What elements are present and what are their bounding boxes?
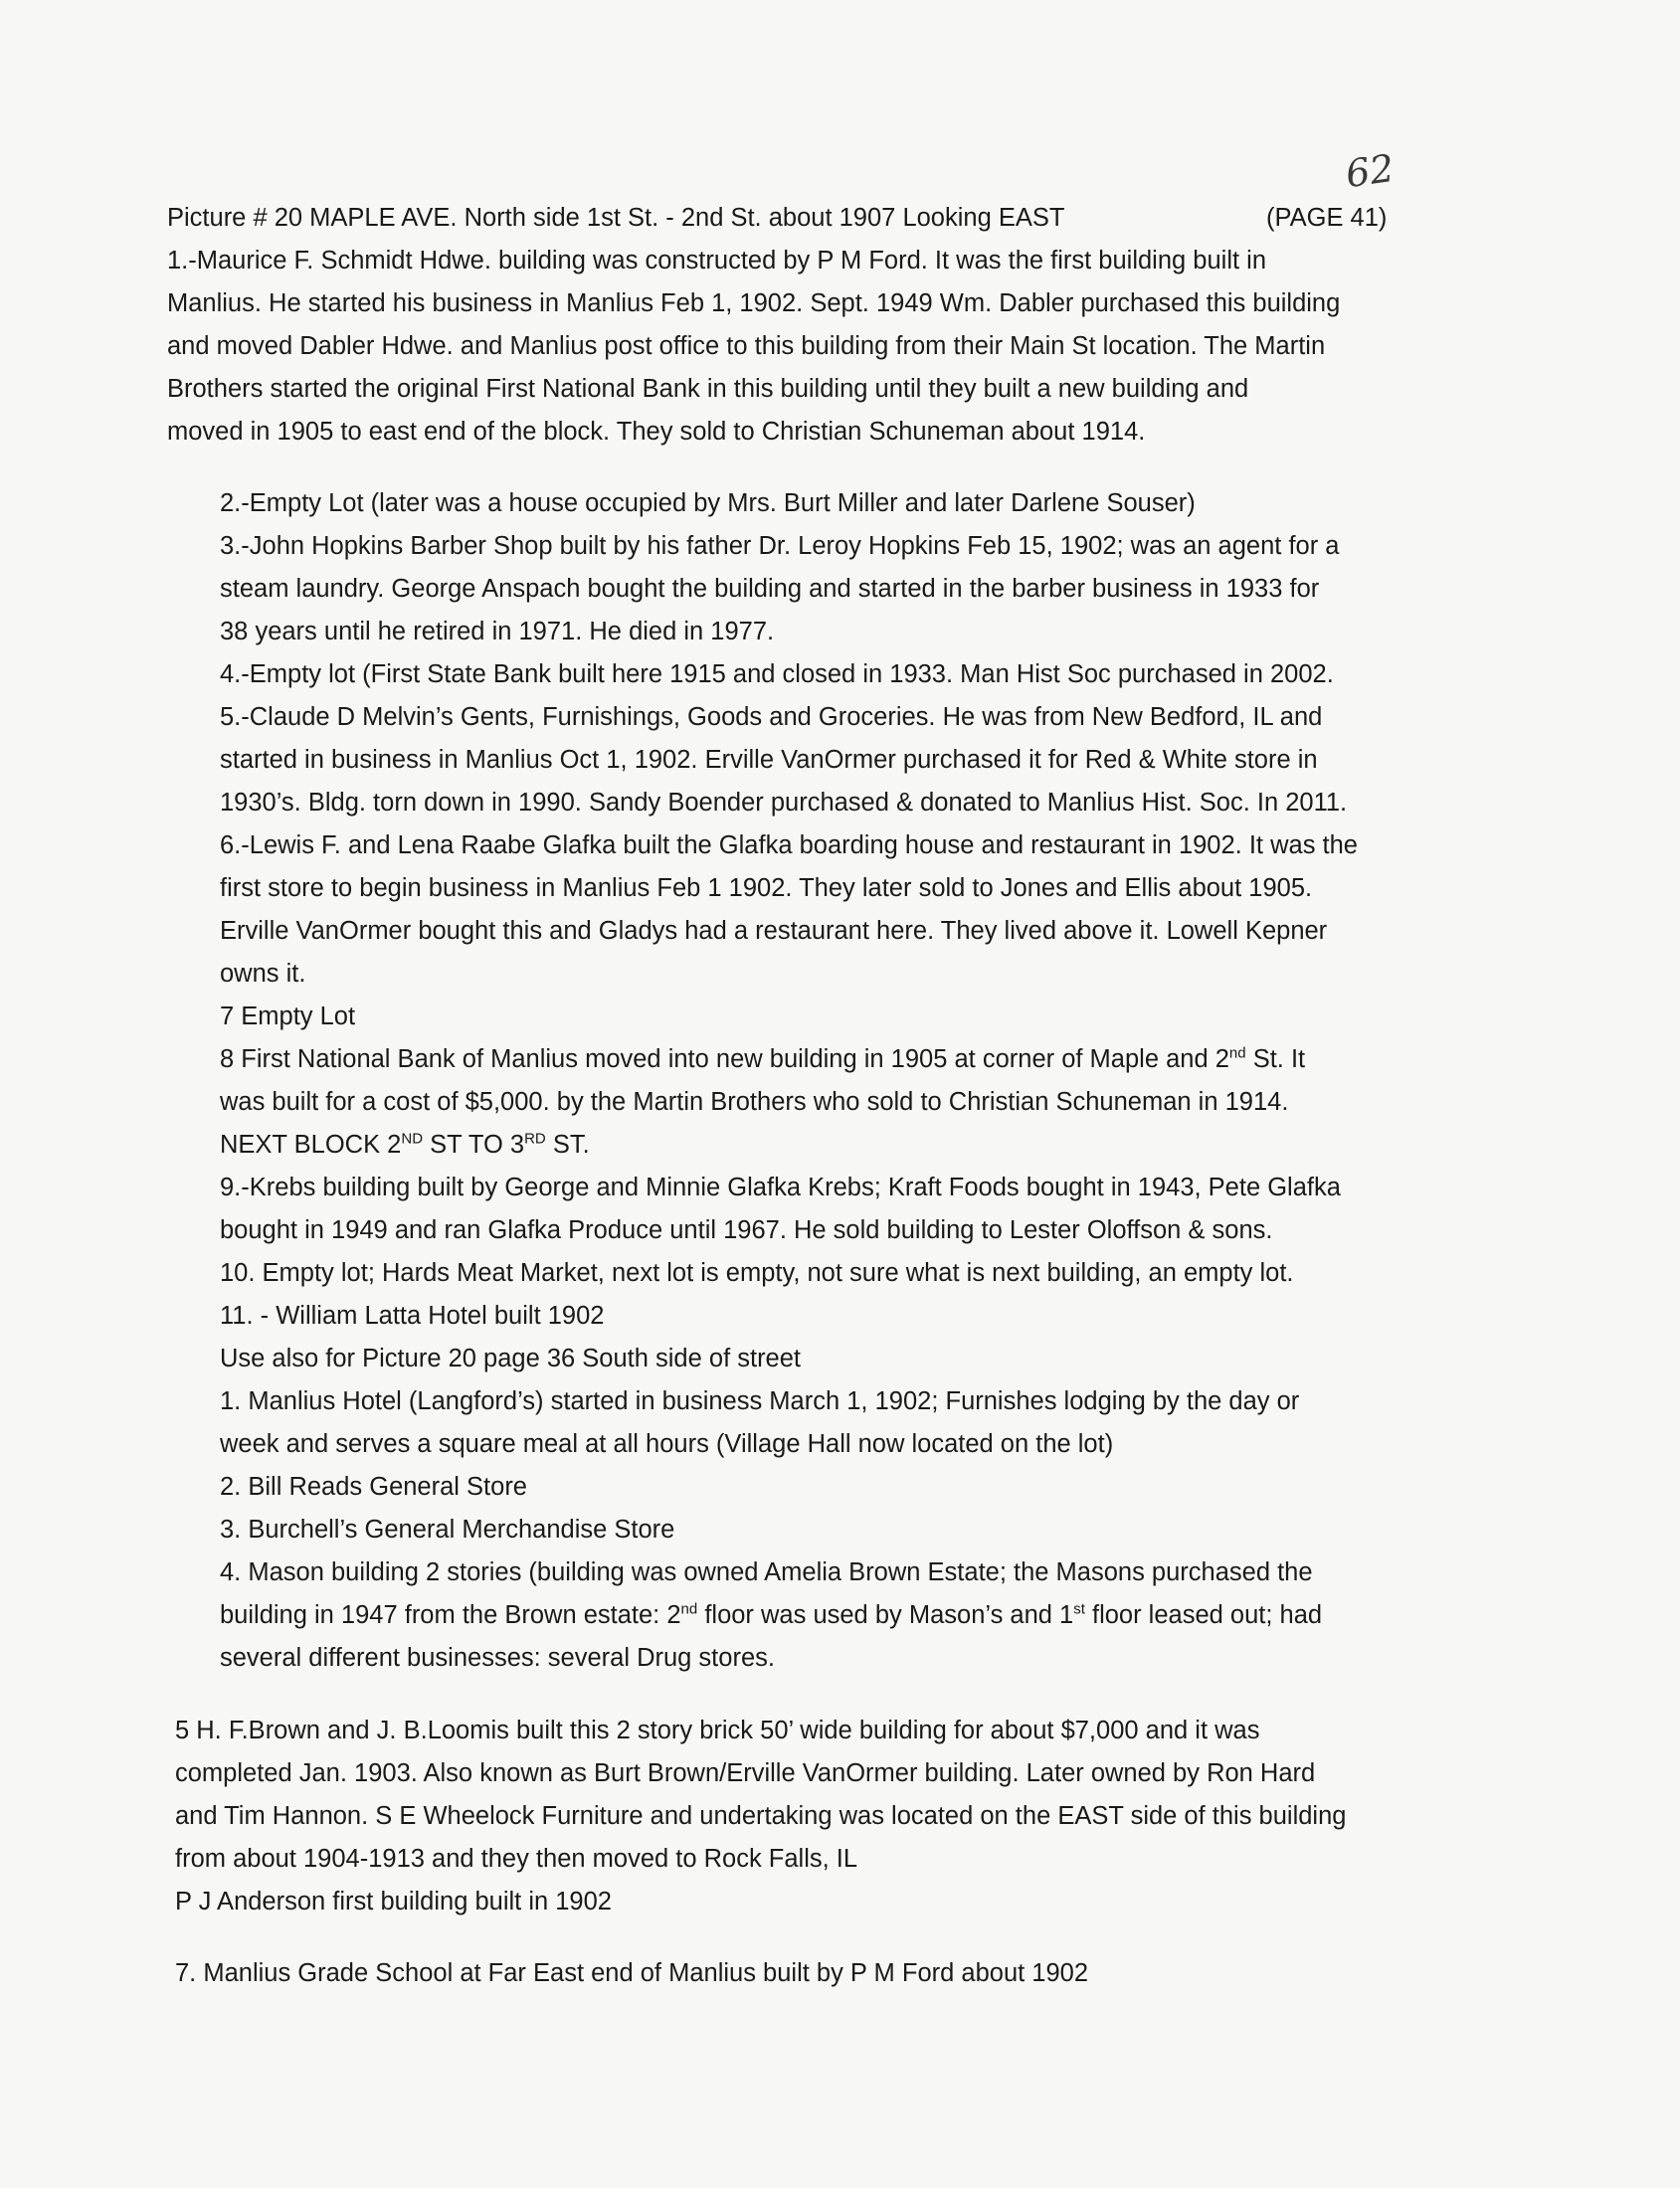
list-item: several different businesses: several Drug stores. <box>220 1644 775 1672</box>
paragraph-line: from about 1904-1913 and they then moved to Rock Falls, IL <box>175 1845 858 1873</box>
list-item: Use also for Picture 20 page 36 South side of street <box>220 1345 802 1372</box>
list-item: bought in 1949 and ran Glafka Produce until 1967. He sold building to Lester Oloffson & sons. <box>220 1216 1273 1244</box>
list-item: 1. Manlius Hotel (Langford’s) started in business March 1, 1902; Furnishes lodging by the day or <box>220 1387 1300 1415</box>
list-item: 38 years until he retired in 1971. He died in 1977. <box>220 618 775 645</box>
paragraph-line: 7. Manlius Grade School at Far East end of Manlius built by P M Ford about 1902 <box>175 1959 1089 1987</box>
paragraph-line: and Tim Hannon. S E Wheelock Furniture and undertaking was located on the EAST side of this building <box>175 1802 1347 1830</box>
list-item: 5.-Claude D Melvin’s Gents, Furnishings, Goods and Groceries. He was from New Bedford, IL and <box>220 703 1323 731</box>
page-title: Picture # 20 MAPLE AVE. North side 1st St. - 2nd St. about 1907 Looking EAST <box>167 204 1065 232</box>
page-reference: (PAGE 41) <box>1266 204 1388 232</box>
list-item: 7 Empty Lot <box>220 1003 356 1030</box>
paragraph-line: P J Anderson first building built in 1902 <box>175 1888 612 1915</box>
paragraph-line: and moved Dabler Hdwe. and Manlius post office to this building from their Main St location. The Martin <box>167 332 1326 360</box>
paragraph-line: Manlius. He started his business in Manlius Feb 1, 1902. Sept. 1949 Wm. Dabler purchased this building <box>167 289 1341 317</box>
list-item: 6.-Lewis F. and Lena Raabe Glafka built the Glafka boarding house and restaurant in 1902. It was the <box>220 831 1358 859</box>
list-item: 9.-Krebs building built by George and Minnie Glafka Krebs; Kraft Foods bought in 1943, Pete Glafka <box>220 1174 1341 1201</box>
list-item: 4. Mason building 2 stories (building was owned Amelia Brown Estate; the Masons purchased the <box>220 1558 1313 1586</box>
paragraph-line: Brothers started the original First National Bank in this building until they built a new building and <box>167 375 1249 403</box>
list-item: owns it. <box>220 960 306 988</box>
list-item: was built for a cost of $5,000. by the Martin Brothers who sold to Christian Schuneman in 1914. <box>220 1088 1289 1116</box>
handwritten-page-number: 62 <box>1343 145 1398 197</box>
list-item: 10. Empty lot; Hards Meat Market, next lot is empty, not sure what is next building, an empty lot. <box>220 1259 1294 1287</box>
list-item: 3.-John Hopkins Barber Shop built by his father Dr. Leroy Hopkins Feb 15, 1902; was an agent for a <box>220 532 1340 560</box>
paragraph-line: moved in 1905 to east end of the block. They sold to Christian Schuneman about 1914. <box>167 418 1146 446</box>
list-item: 8 First National Bank of Manlius moved into new building in 1905 at corner of Maple and 2nd St. It <box>220 1044 1306 1073</box>
list-item: started in business in Manlius Oct 1, 1902. Erville VanOrmer purchased it for Red & White store in <box>220 746 1318 774</box>
paragraph-line: 5 H. F.Brown and J. B.Loomis built this 2 story brick 50’ wide building for about $7,000 and it was <box>175 1717 1260 1744</box>
list-item: 3. Burchell’s General Merchandise Store <box>220 1516 675 1544</box>
list-item: Erville VanOrmer bought this and Gladys had a restaurant here. They lived above it. Lowell Kepner <box>220 917 1328 945</box>
list-item: 2.-Empty Lot (later was a house occupied by Mrs. Burt Miller and later Darlene Souser) <box>220 489 1196 517</box>
paragraph-line: 1.-Maurice F. Schmidt Hdwe. building was constructed by P M Ford. It was the first building built in <box>167 247 1267 274</box>
list-item: 2. Bill Reads General Store <box>220 1473 527 1501</box>
list-item: building in 1947 from the Brown estate: 2nd floor was used by Mason’s and 1st floor leased out; had <box>220 1600 1323 1629</box>
list-item: 4.-Empty lot (First State Bank built here 1915 and closed in 1933. Man Hist Soc purchased in 2002. <box>220 660 1334 688</box>
list-item: first store to begin business in Manlius Feb 1 1902. They later sold to Jones and Ellis about 1905. <box>220 874 1313 902</box>
list-item: 11. - William Latta Hotel built 1902 <box>220 1302 605 1330</box>
list-item: steam laundry. George Anspach bought the building and started in the barber business in 1933 for <box>220 575 1320 603</box>
list-item: 1930’s. Bldg. torn down in 1990. Sandy Boender purchased & donated to Manlius Hist. Soc. In 2011. <box>220 789 1348 817</box>
list-item: week and serves a square meal at all hours (Village Hall now located on the lot) <box>220 1430 1114 1458</box>
paragraph-line: completed Jan. 1903. Also known as Burt Brown/Erville VanOrmer building. Later owned by Ron Hard <box>175 1759 1316 1787</box>
section-heading: NEXT BLOCK 2ND ST TO 3RD ST. <box>220 1130 590 1159</box>
